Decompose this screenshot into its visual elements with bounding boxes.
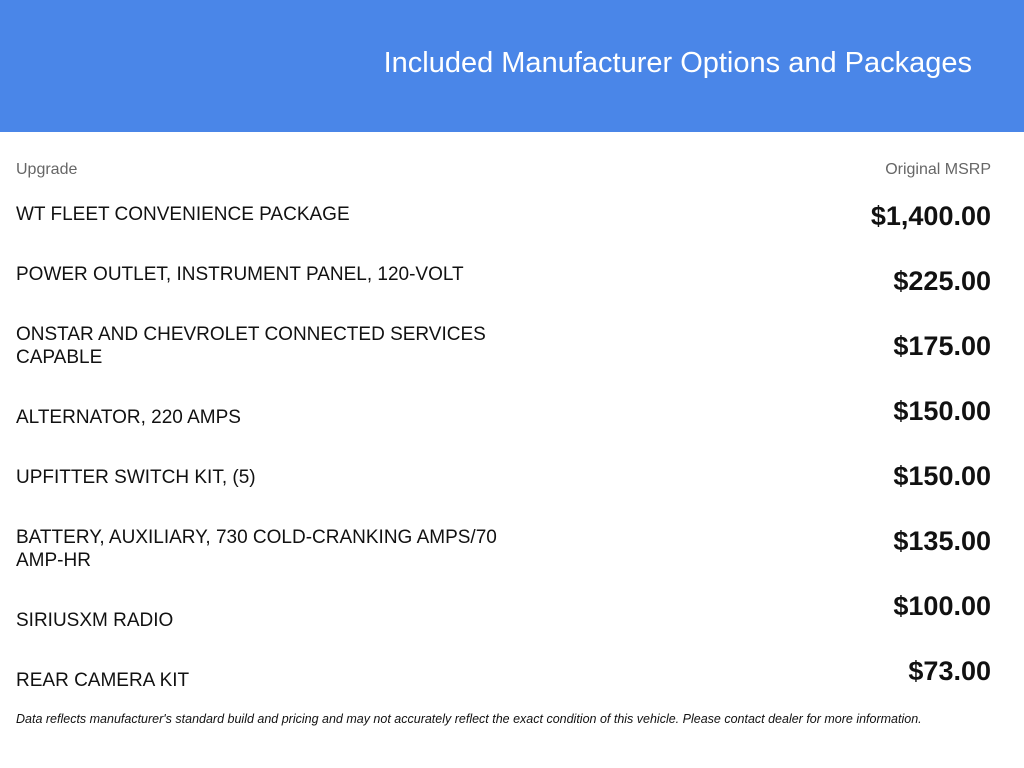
option-name: ALTERNATOR, 220 AMPS xyxy=(16,407,241,428)
option-name: POWER OUTLET, INSTRUMENT PANEL, 120-VOLT xyxy=(16,264,464,285)
option-name: ONSTAR AND CHEVROLET CONNECTED SERVICES CAPABLE xyxy=(16,324,486,368)
option-price: $225.00 xyxy=(893,266,991,296)
disclaimer-text: Data reflects manufacturer's standard build and pricing and may not accurately reflect the exact condition of this vehicle. Please contact dealer for more information. xyxy=(16,712,922,726)
option-price: $150.00 xyxy=(893,396,991,426)
option-name: WT FLEET CONVENIENCE PACKAGE xyxy=(16,204,350,225)
column-header-msrp: Original MSRP xyxy=(885,161,991,178)
option-name: REAR CAMERA KIT xyxy=(16,670,190,691)
option-row xyxy=(0,263,1024,328)
option-price: $175.00 xyxy=(893,331,991,361)
option-row xyxy=(0,526,1024,591)
option-name: SIRIUSXM RADIO xyxy=(16,610,174,631)
option-price: $150.00 xyxy=(893,461,991,491)
option-name: BATTERY, AUXILIARY, 730 COLD-CRANKING AMPS/70 AMP-HR xyxy=(16,527,497,571)
option-price: $100.00 xyxy=(893,591,991,621)
option-price: $1,400.00 xyxy=(870,201,991,231)
option-price: $73.00 xyxy=(908,656,991,686)
option-row xyxy=(0,323,1024,388)
option-row xyxy=(0,203,1024,268)
option-price: $135.00 xyxy=(893,526,991,556)
option-row xyxy=(0,586,1024,651)
option-name: UPFITTER SWITCH KIT, (5) xyxy=(16,467,256,488)
option-row xyxy=(0,646,1024,711)
option-row xyxy=(0,383,1024,448)
option-row xyxy=(0,443,1024,508)
page-title: Included Manufacturer Options and Packages xyxy=(383,47,972,79)
column-header-upgrade: Upgrade xyxy=(16,161,78,178)
